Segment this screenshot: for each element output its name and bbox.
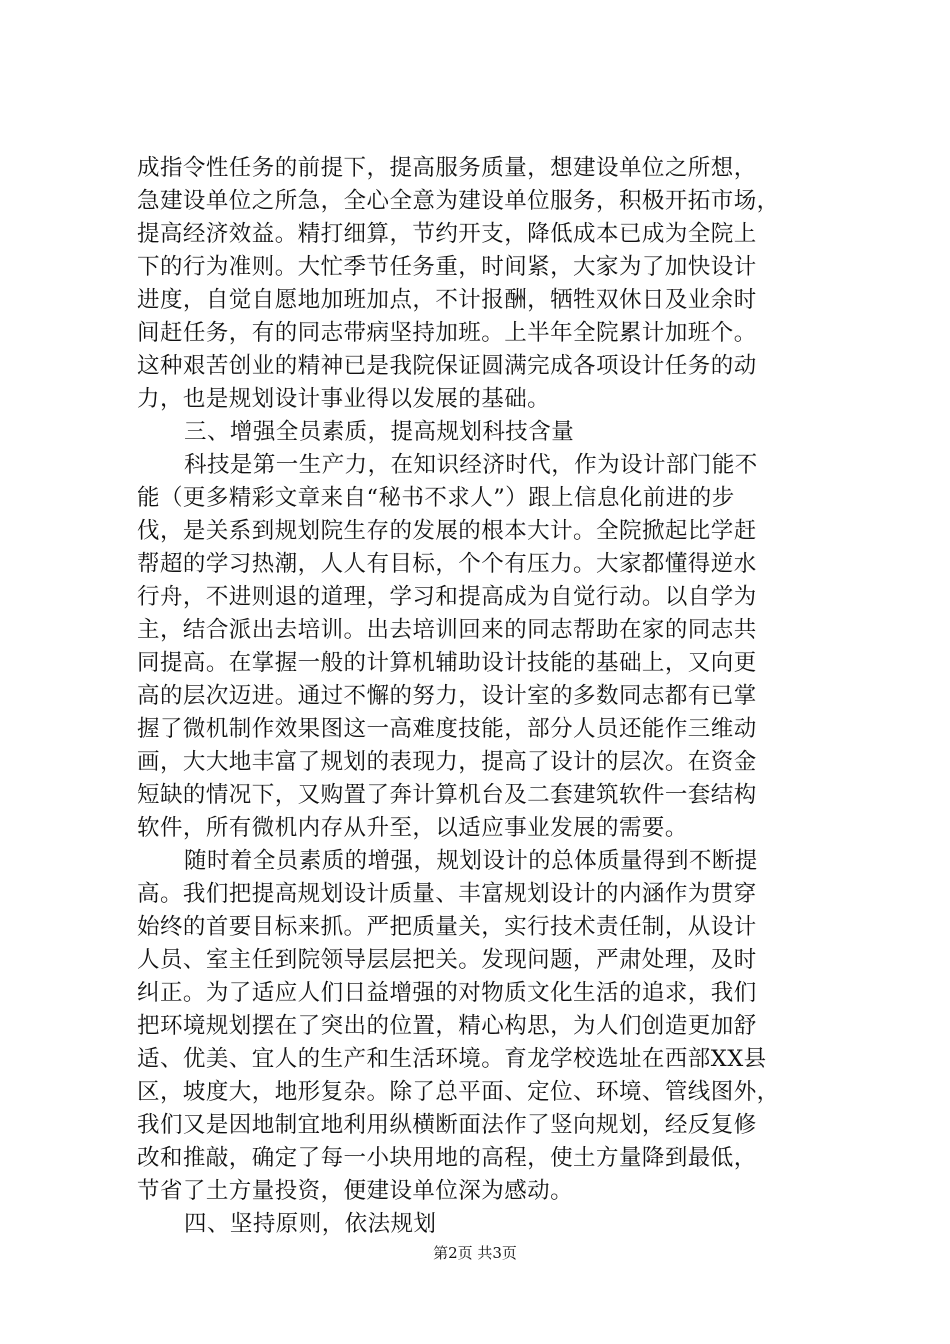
section-heading: 三、增强全员素质，提高规划科技含量 <box>184 419 575 445</box>
text-line: 握了微机制作效果图这一高难度技能，部分人员还能作三维动 <box>137 716 757 742</box>
text-line: 高。我们把提高规划设计质量、丰富规划设计的内涵作为贯穿 <box>137 881 757 907</box>
text-line: 下的行为准则。大忙季节任务重，时间紧，大家为了加快设计 <box>137 254 757 280</box>
text-line: 画，大大地丰富了规划的表现力，提高了设计的层次。在资金 <box>137 749 757 775</box>
text-line: 适、优美、宜人的生产和生活环境。育龙学校选址在西部XX县 <box>137 1046 767 1072</box>
text-line: 间赶任务，有的同志带病坚持加班。上半年全院累计加班个。 <box>137 320 757 346</box>
text-line: 同提高。在掌握一般的计算机辅助设计技能的基础上，又向更 <box>137 650 757 676</box>
text-line: 力，也是规划设计事业得以发展的基础。 <box>137 386 551 412</box>
text-line: 我们又是因地制宜地利用纵横断面法作了竖向规划，经反复修 <box>137 1112 757 1138</box>
text-line: 成指令性任务的前提下，提高服务质量，想建设单位之所想， <box>137 155 757 181</box>
text-line: 行舟，不进则退的道理，学习和提高成为自觉行动。以自学为 <box>137 584 757 610</box>
text-line: 软件，所有微机内存从升至，以适应事业发展的需要。 <box>137 815 688 841</box>
text-line: 短缺的情况下，又购置了奔计算机台及二套建筑软件一套结构 <box>137 782 757 808</box>
document-body <box>137 152 849 1241</box>
text-line: 急建设单位之所急，全心全意为建设单位服务，积极开拓市场， <box>137 188 780 214</box>
text-line: 改和推敲，确定了每一小块用地的高程，使土方量降到最低， <box>137 1145 757 1171</box>
text-line: 把环境规划摆在了突出的位置，精心构思，为人们创造更加舒 <box>137 1013 757 1039</box>
text-line: 区，坡度大，地形复杂。除了总平面、定位、环境、管线图外， <box>137 1079 780 1105</box>
text-line: 提高经济效益。精打细算，节约开支，降低成本已成为全院上 <box>137 221 757 247</box>
text-line: 主，结合派出去培训。出去培训回来的同志帮助在家的同志共 <box>137 617 757 643</box>
text-line: 高的层次迈进。通过不懈的努力，设计室的多数同志都有已掌 <box>137 683 757 709</box>
paragraph-first-line: 随时着全员素质的增强，规划设计的总体质量得到不断提 <box>184 848 758 874</box>
page-footer: 第2页 共3页 <box>433 1244 517 1262</box>
text-line: 这种艰苦创业的精神已是我院保证圆满完成各项设计任务的动 <box>137 353 757 379</box>
section-heading: 四、坚持原则，依法规划 <box>184 1211 437 1237</box>
text-line: 进度，自觉自愿地加班加点，不计报酬，牺牲双休日及业余时 <box>137 287 757 313</box>
text-line: 节省了土方量投资，便建设单位深为感动。 <box>137 1178 574 1204</box>
text-line: 帮超的学习热潮，人人有目标，个个有压力。大家都懂得逆水 <box>137 551 757 577</box>
text-line: 始终的首要目标来抓。严把质量关，实行技术责任制，从设计 <box>137 914 757 940</box>
text-line: 纠正。为了适应人们日益增强的对物质文化生活的追求，我们 <box>137 980 757 1006</box>
text-line: 伐，是关系到规划院生存的发展的根本大计。全院掀起比学赶 <box>137 518 757 544</box>
paragraph-first-line: 科技是第一生产力，在知识经济时代，作为设计部门能不 <box>184 452 758 478</box>
text-line: 人员、室主任到院领导层层把关。发现问题，严肃处理，及时 <box>137 947 757 973</box>
text-line: 能（更多精彩文章来自“秘书不求人”）跟上信息化前进的步 <box>137 485 735 511</box>
